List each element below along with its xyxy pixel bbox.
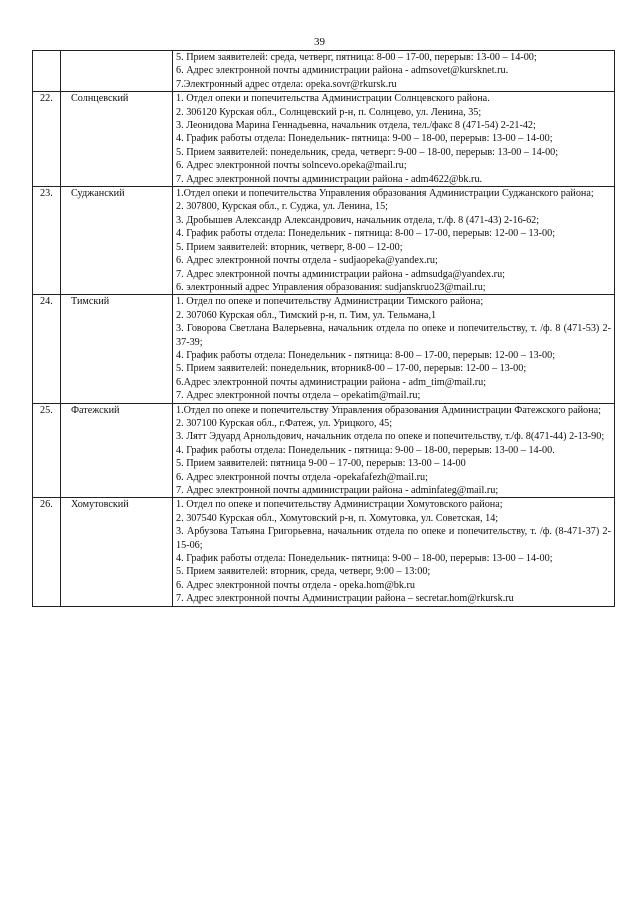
info-line: 1. Отдел опеки и попечительства Администрации Солнцевского района. (176, 93, 490, 105)
info-line: 7. Адрес электронной почты отдела – opekatim@mail.ru; (176, 390, 421, 402)
info-line: 4. График работы отдела: Понедельник - пятница: 9-00 – 18-00, перерыв: 13-00 – 14-00. (176, 444, 555, 456)
table-row (33, 187, 615, 295)
info-line: 5. Прием заявителей: вторник, четверг, 8-00 – 12-00; (176, 241, 403, 253)
page-number: 39 (314, 36, 325, 48)
info-line: 3. Говорова Светлана Валерьевна, начальник отдела по опеке и попечительству, т. /ф. 8 (471-53) 2-37-39; (176, 323, 611, 348)
info-line: 1. Отдел по опеке и попечительству Администрации Хомутовского района; (176, 499, 503, 511)
district-name: Фатежский (61, 403, 173, 498)
info-line: 7. Адрес электронной почты администрации района - admsudga@yandex.ru; (176, 268, 505, 280)
info-line: 7.Электронный адрес отдела: opeka.sovr@rkursk.ru (176, 78, 397, 90)
info-line: 4. График работы отдела: Понедельник - пятница: 8-00 – 17-00, перерыв: 12-00 – 13-00; (176, 349, 556, 361)
district-info (173, 51, 615, 92)
info-line: 5. Прием заявителей: понедельник, среда, четверг: 9-00 – 18-00, перерыв: 13-00 – 14-00; (176, 146, 559, 158)
info-line: 3. Дробышев Александр Александрович, начальник отдела, т./ф. 8 (471-43) 2-16-62; (176, 214, 540, 226)
district-name: Тимский (61, 295, 173, 403)
districts-table (32, 50, 615, 607)
info-line: 6. электронный адрес Управления образования: sudjanskruo23@mail.ru; (176, 281, 486, 293)
district-info (173, 295, 615, 403)
info-line: 1. Отдел по опеке и попечительству Администрации Тимского района; (176, 296, 484, 308)
info-line: 6. Адрес электронной почты solncevo.opeka@mail.ru; (176, 160, 407, 172)
info-line: 5. Прием заявителей: вторник, среда, четверг, 9:00 – 13:00; (176, 566, 431, 578)
info-line: 1.Отдел по опеке и попечительству Управления образования Администрации Фатежского района; (176, 404, 601, 416)
info-line: 3. Лятт Эдуард Арнольдович, начальник отдела по опеке и попечительству, т./ф. 8(471-44) 2-13-90; (176, 431, 605, 443)
district-name: Суджанский (61, 187, 173, 295)
district-info (173, 498, 615, 606)
district-info (173, 187, 615, 295)
info-line: 3. Арбузова Татьяна Григорьевна, начальник отдела по опеке и попечительству, т. /ф. (8-471-37) 2-15-06; (176, 526, 611, 551)
row-number: 26. (33, 498, 61, 606)
info-line: 2. 307800, Курская обл., г. Суджа, ул. Ленина, 15; (176, 201, 389, 213)
info-line: 1.Отдел опеки и попечительства Управления образования Администрации Суджанского района; (176, 188, 594, 200)
row-number (33, 51, 61, 92)
info-line: 5. Прием заявителей: понедельник, вторник8-00 – 17-00, перерыв: 12-00 – 13-00; (176, 363, 527, 375)
info-line: 2. 307540 Курская обл., Хомутовский р-н, п. Хомутовка, ул. Советская, 14; (176, 512, 499, 524)
table-row (33, 51, 615, 92)
district-name: Хомутовский (61, 498, 173, 606)
info-line: 2. 307100 Курская обл., г.Фатеж, ул. Урицкого, 45; (176, 417, 393, 429)
info-line: 7. Адрес электронной почты Администрации района – secretar.hom@rkursk.ru (176, 593, 514, 605)
info-line: 5. Прием заявителей: пятница 9-00 – 17-00, перерыв: 13-00 – 14-00 (176, 458, 466, 470)
row-number: 24. (33, 295, 61, 403)
table-row (33, 92, 615, 187)
info-line: 4. График работы отдела: Понедельник- пятница: 9-00 – 18-00, перерыв: 13-00 – 14-00; (176, 553, 553, 565)
row-number: 23. (33, 187, 61, 295)
table-row (33, 403, 615, 498)
info-line: 6. Адрес электронной почты отдела - sudjaopeka@yandex.ru; (176, 255, 438, 267)
info-line: 6. Адрес электронной почты администрации района - admsovet@kursknet.ru. (176, 65, 509, 77)
info-line: 5. Прием заявителей: среда, четверг, пятница: 8-00 – 17-00, перерыв: 13-00 – 14-00; (176, 52, 537, 63)
info-line: 4. График работы отдела: Понедельник- пятница: 9-00 – 18-00, перерыв: 13-00 – 14-00; (176, 133, 553, 145)
info-line: 7. Адрес электронной почты администрации района - adm4622@bk.ru. (176, 173, 483, 185)
info-line: 3. Леонидова Марина Геннадьевна, начальник отдела, тел./факс 8 (471-54) 2-21-42; (176, 120, 536, 132)
info-line: 4. График работы отдела: Понедельник - пятница: 8-00 – 17-00, перерыв: 12-00 – 13-00; (176, 228, 556, 240)
info-line: 6.Адрес электронной почты администрации района - adm_tim@mail.ru; (176, 376, 487, 388)
info-line: 6. Адрес электронной почты отдела -opekafafezh@mail.ru; (176, 471, 428, 483)
row-number: 25. (33, 403, 61, 498)
district-info (173, 92, 615, 187)
district-name: Солнцевский (61, 92, 173, 187)
districts-table-body (33, 51, 615, 607)
table-row (33, 498, 615, 606)
info-line: 7. Адрес электронной почты администрации района - adminfateg@mail.ru; (176, 485, 499, 496)
district-info (173, 403, 615, 498)
info-line: 2. 307060 Курская обл., Тимский р-н, п. Тим, ул. Тельмана,1 (176, 309, 437, 321)
table-row (33, 295, 615, 403)
row-number: 22. (33, 92, 61, 187)
district-name (61, 51, 173, 92)
info-line: 6. Адрес электронной почты отдела - opeka.hom@bk.ru (176, 579, 415, 591)
info-line: 2. 306120 Курская обл., Солнцевский р-н, п. Солнцево, ул. Ленина, 35; (176, 106, 482, 118)
